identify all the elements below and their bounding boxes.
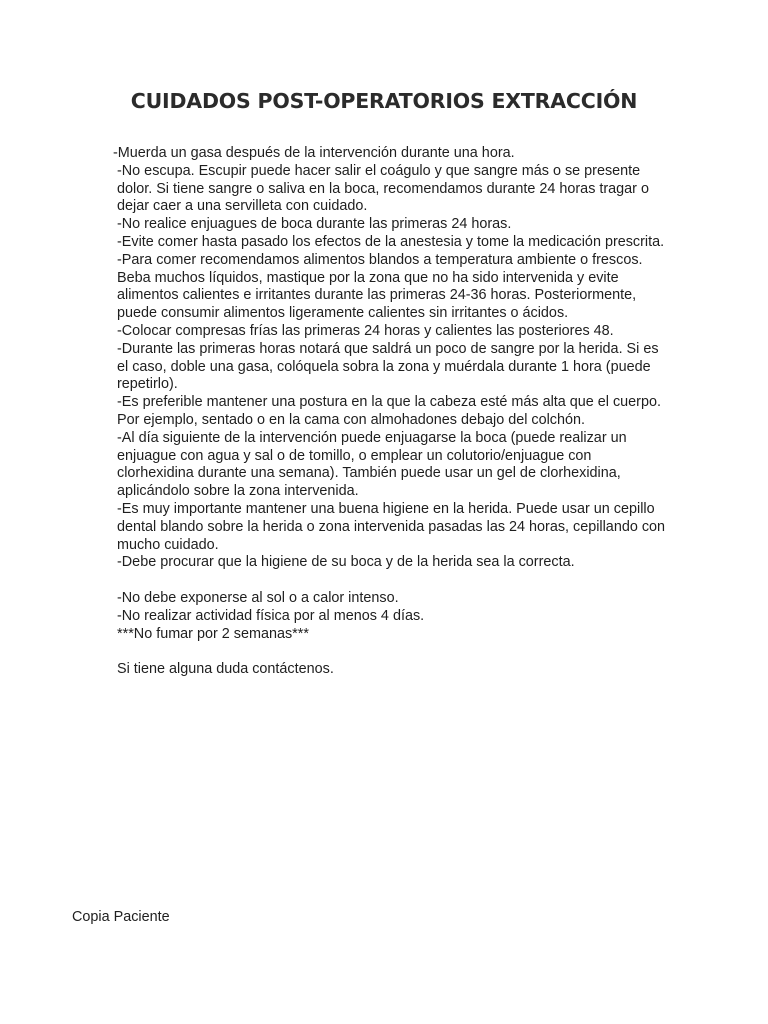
instruction-line: repetirlo).: [117, 376, 178, 393]
instruction-line: dejar caer a una servilleta con cuidado.: [117, 198, 368, 215]
instruction-line: -No realice enjuagues de boca durante las primeras 24 horas.: [117, 216, 512, 233]
instruction-line: -Muerda un gasa después de la intervención durante una hora.: [113, 145, 515, 161]
warning-line: -No realizar actividad física por al menos 4 días.: [117, 607, 425, 624]
instruction-line: -Durante las primeras horas notará que saldrá un poco de sangre por la herida. Si es: [117, 340, 659, 357]
instruction-line: -Evite comer hasta pasado los efectos de la anestesia y tome la medicación prescrita.: [117, 233, 665, 250]
closing-line: Si tiene alguna duda contáctenos.: [117, 661, 334, 678]
instruction-line: alimentos calientes e irritantes durante las primeras 24-36 horas. Posteriormente,: [117, 287, 637, 304]
instruction-line: Beba muchos líquidos, mastique por la zona que no ha sido intervenida y evite: [117, 269, 619, 286]
instruction-line: -Es muy importante mantener una buena higiene en la herida. Puede usar un cepillo: [117, 500, 655, 517]
instruction-line: -No escupa. Escupir puede hacer salir el coágulo y que sangre más o se presente: [117, 162, 641, 179]
instruction-line: -Al día siguiente de la intervención puede enjuagarse la boca (puede realizar un: [117, 429, 627, 446]
instruction-line: Por ejemplo, sentado o en la cama con almohadones debajo del colchón.: [117, 411, 586, 428]
document-title: CUIDADOS POST-OPERATORIOS EXTRACCIÓN: [130, 89, 638, 113]
instruction-line: puede consumir alimentos ligeramente calientes sin irritantes o ácidos.: [117, 305, 569, 322]
paragraph-gap: [113, 643, 713, 661]
instruction-line: -Colocar compresas frías las primeras 24 horas y calientes las posteriores 48.: [117, 322, 614, 339]
instruction-line: aplicándolo sobre la zona intervenida.: [117, 483, 359, 500]
instruction-line: -Es preferible mantener una postura en la que la cabeza esté más alta que el cuerpo.: [117, 394, 661, 411]
instruction-line: dolor. Si tiene sangre o saliva en la boca, recomendamos durante 24 horas tragar o: [117, 180, 649, 197]
warning-line: ***No fumar por 2 semanas***: [117, 625, 309, 642]
instruction-line: enjuague con agua y sal o de tomillo, o emplear un colutorio/enjuague con: [117, 447, 592, 464]
instruction-line: dental blando sobre la herida o zona intervenida pasadas las 24 horas, cepillando con: [117, 518, 666, 535]
instruction-line: -Para comer recomendamos alimentos blandos a temperatura ambiente o frescos.: [117, 251, 643, 268]
warning-line: -No debe exponerse al sol o a calor intenso.: [117, 589, 399, 606]
instruction-line: clorhexidina durante una semana). También puede usar un gel de clorhexidina,: [117, 465, 621, 482]
instructions-body: [113, 145, 713, 679]
footer-label: Copia Paciente: [72, 909, 170, 925]
instruction-line: el caso, doble una gasa, colóquela sobra la zona y muérdala durante 1 hora (puede: [117, 358, 651, 375]
instruction-line: -Debe procurar que la higiene de su boca y de la herida sea la correcta.: [117, 554, 575, 571]
paragraph-gap: [113, 572, 713, 590]
instruction-line: mucho cuidado.: [117, 536, 219, 553]
